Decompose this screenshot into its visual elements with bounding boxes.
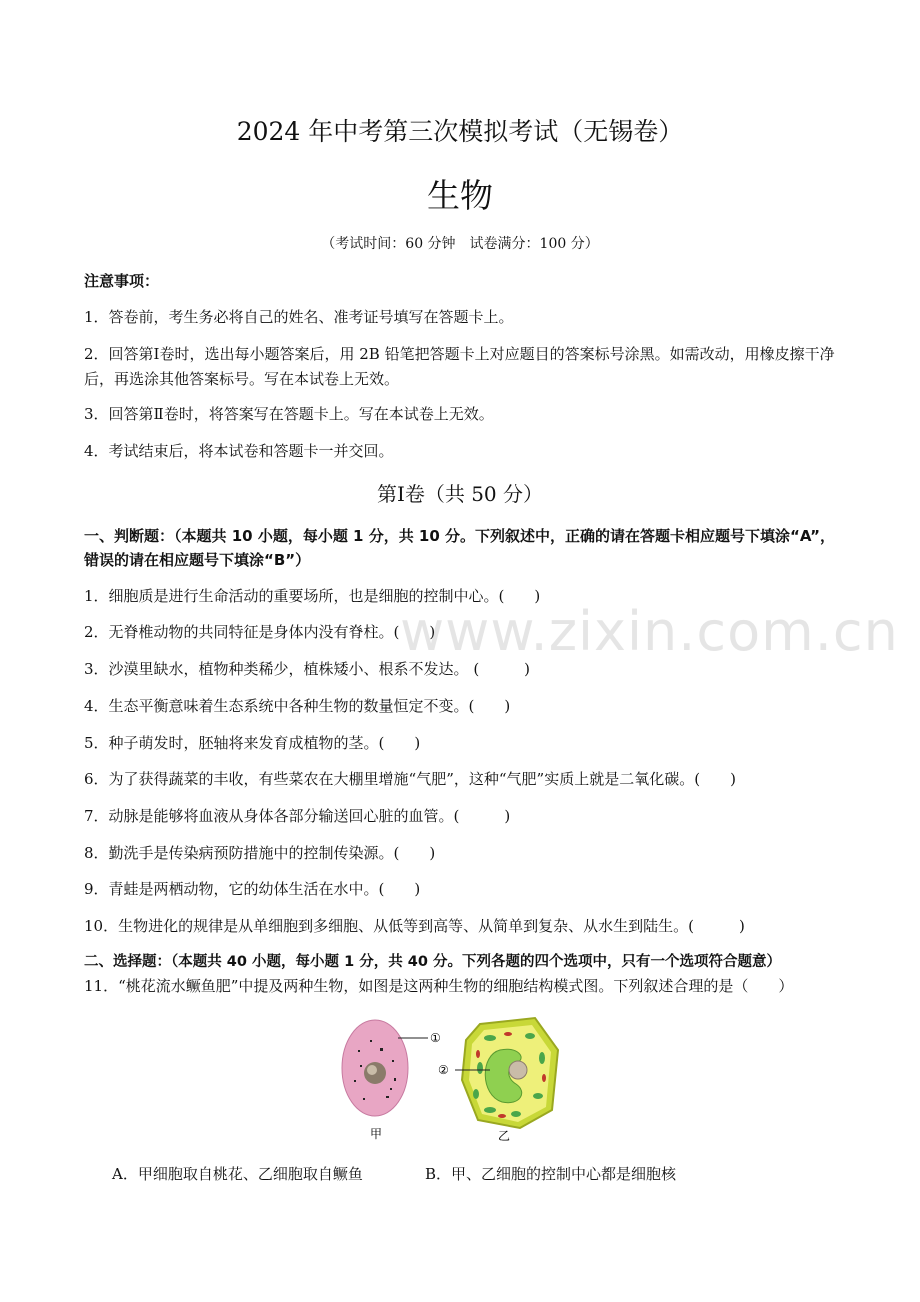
cell-diagram-svg [330, 1010, 590, 1145]
part2-heading: 二、选择题：（本题共 40 小题，每小题 1 分，共 40 分。下列各题的四个选项中，只有一个选项符合题意） [84, 954, 781, 970]
question-10: 10．生物进化的规律是从单细胞到多细胞、从低等到高等、从简单到复杂、从水生到陆生。( ) [84, 917, 745, 935]
question-3: 3．沙漠里缺水，植物种类稀少，植株矮小、根系不发达。 ( ) [84, 660, 531, 678]
caption-a: 甲 [370, 1127, 383, 1141]
question-9: 9．青蛙是两栖动物，它的幼体生活在水中。( ) [84, 880, 421, 898]
question-11: 11．“桃花流水鳜鱼肥”中提及两种生物，如图是这两种生物的细胞结构模式图。下列叙述合理的是（ ） [84, 977, 794, 995]
note-item: 4．考试结束后，将本试卷和答题卡一并交回。 [84, 442, 394, 460]
question-2: 2．无脊椎动物的共同特征是身体内没有脊柱。( ) [84, 623, 436, 641]
exam-title: 2024 年中考第三次模拟考试（无锡卷） [236, 117, 684, 146]
question-1: 1．细胞质是进行生命活动的重要场所，也是细胞的控制中心。( ) [84, 587, 541, 605]
note-item: 3．回答第Ⅱ卷时，将答案写在答题卡上。写在本试卷上无效。 [84, 405, 494, 423]
question-7: 7．动脉是能够将血液从身体各部分输送回心脏的血管。( ) [84, 807, 511, 825]
option-a: A．甲细胞取自桃花、乙细胞取自鳜鱼 [112, 1165, 363, 1183]
question-6: 6．为了获得蔬菜的丰收，有些菜农在大棚里增施“气肥”，这种“气肥”实质上就是二氧化碳。( ) [84, 770, 736, 788]
question-5: 5．种子萌发时，胚轴将来发育成植物的茎。( ) [84, 734, 421, 752]
note-item: 2．回答第Ⅰ卷时，选出每小题答案后，用 2B 铅笔把答题卡上对应题目的答案标号涂黑。如需改动，用橡皮擦干净后，再选涂其他答案标号。写在本试卷上无效。 [84, 345, 835, 388]
question-8: 8．勤洗手是传染病预防措施中的控制传染源。( ) [84, 844, 436, 862]
option-b: B．甲、乙细胞的控制中心都是细胞核 [425, 1165, 677, 1183]
watermark: www.zixin.com.cn [400, 600, 899, 663]
subject-title: 生物 [427, 176, 493, 215]
cell-diagram [330, 1010, 590, 1145]
animal-nucleolus [367, 1065, 377, 1075]
label-1: ① [430, 1031, 441, 1045]
section-title: 第Ⅰ卷（共 50 分） [376, 482, 544, 506]
label-2: ② [438, 1063, 449, 1077]
question-4: 4．生态平衡意味着生态系统中各种生物的数量恒定不变。( ) [84, 697, 511, 715]
notes-heading: 注意事项： [84, 272, 160, 290]
note-item: 1．答卷前，考生务必将自己的姓名、准考证号填写在答题卡上。 [84, 308, 514, 326]
caption-b: 乙 [498, 1129, 511, 1143]
exam-info: （考试时间：60 分钟 试卷满分：100 分） [321, 236, 599, 252]
plant-nucleus [509, 1061, 527, 1079]
part1-heading: 一、判断题：（本题共 10 小题，每小题 1 分，共 10 分。下列叙述中，正确的请在答题卡相应题号下填涂“A”，错误的请在相应题号下填涂“B”） [84, 527, 835, 569]
